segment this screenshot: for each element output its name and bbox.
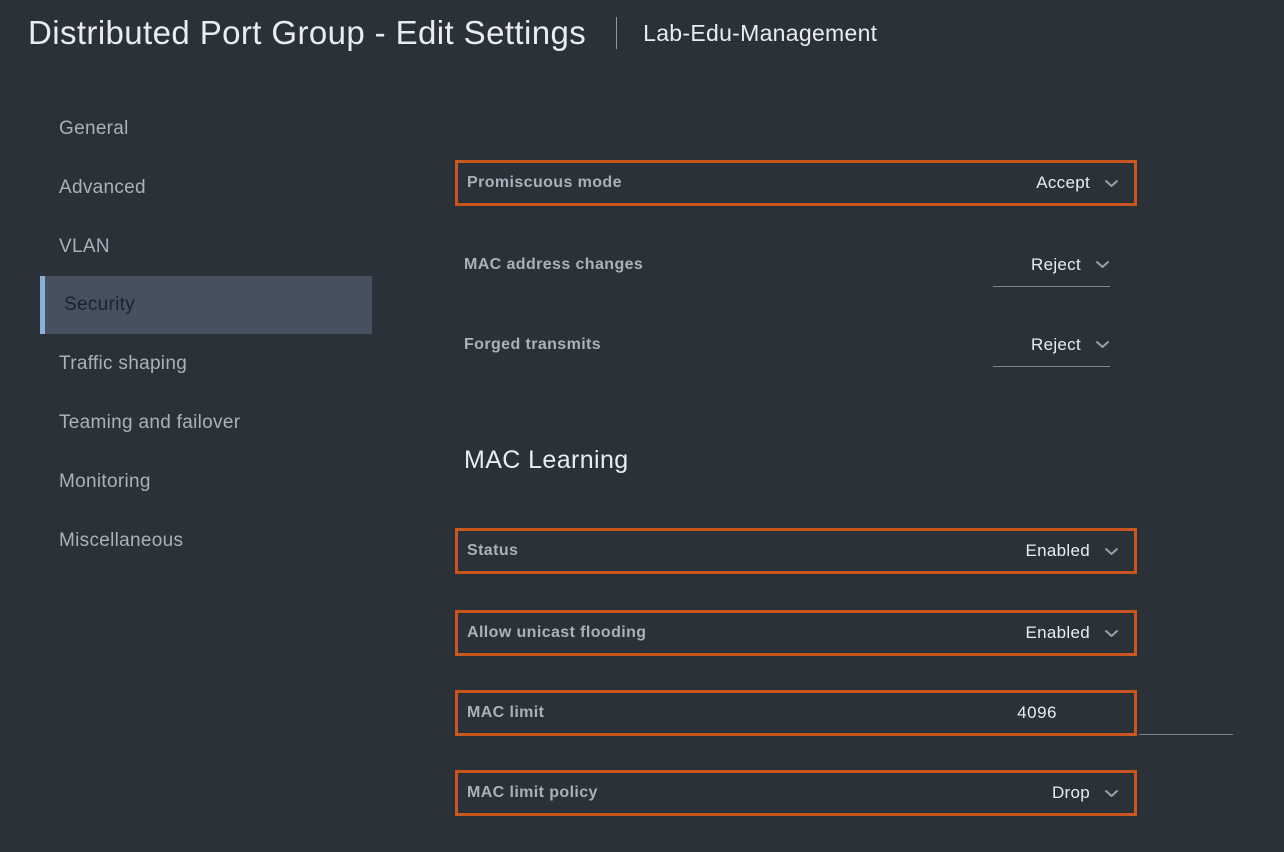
setting-row-status [455,528,1137,574]
chevron-down-icon [1104,179,1119,188]
setting-label: MAC limit policy [467,784,598,801]
sidebar-item-teaming-and-failover[interactable]: Teaming and failover [59,411,241,433]
setting-row-mac-limit [455,690,1137,736]
select-value: Accept [1036,173,1090,192]
sidebar-item-security[interactable]: Security [40,276,372,334]
sidebar-item-miscellaneous[interactable]: Miscellaneous [59,529,184,551]
chevron-down-icon [1104,629,1119,638]
select-value: Reject [1031,334,1081,354]
select-value: Drop [1051,783,1090,802]
mac-limit-input-underline [1139,734,1233,735]
chevron-down-icon [1095,260,1110,269]
setting-row-mac-address-changes [455,242,1137,288]
sidebar-item-advanced[interactable]: Advanced [59,176,146,198]
portgroup-name: Lab-Edu-Management [643,19,878,46]
mac-address-changes-select[interactable] [993,243,1110,287]
promiscuous-mode-select[interactable] [1036,161,1119,205]
status-select[interactable] [1026,529,1120,573]
page-title: Distributed Port Group - Edit Settings [28,14,587,51]
setting-row-allow-unicast-flooding [455,610,1137,656]
setting-label: MAC limit [467,704,545,721]
chevron-down-icon [1095,340,1110,349]
setting-label: Forged transmits [464,336,602,353]
setting-row-mac-limit-policy [455,770,1137,816]
setting-label: Allow unicast flooding [467,624,647,641]
setting-label: Promiscuous mode [467,174,622,191]
mac-learning-section-header: MAC Learning [464,446,629,474]
mac-limit-policy-select[interactable] [1052,771,1119,815]
dialog-header [28,14,877,52]
title-divider [616,17,617,49]
chevron-down-icon [1104,789,1119,798]
setting-label: Status [467,542,519,559]
sidebar-item-general[interactable]: General [59,117,129,139]
setting-row-forged-transmits [455,322,1137,368]
forged-transmits-select[interactable] [993,323,1110,367]
select-value: Reject [1031,254,1081,274]
select-value: Enabled [1025,623,1090,642]
sidebar-item-vlan[interactable]: VLAN [59,235,110,257]
setting-label: MAC address changes [464,256,644,273]
sidebar-item-traffic-shaping[interactable]: Traffic shaping [59,352,188,374]
select-value: Enabled [1025,541,1090,560]
allow-unicast-flooding-select[interactable] [1026,611,1120,655]
mac-limit-input[interactable]: 4096 [1017,703,1057,722]
chevron-down-icon [1104,547,1119,556]
setting-row-promiscuous-mode [455,160,1137,206]
sidebar-item-monitoring[interactable]: Monitoring [59,470,151,492]
settings-sidebar [40,99,372,570]
